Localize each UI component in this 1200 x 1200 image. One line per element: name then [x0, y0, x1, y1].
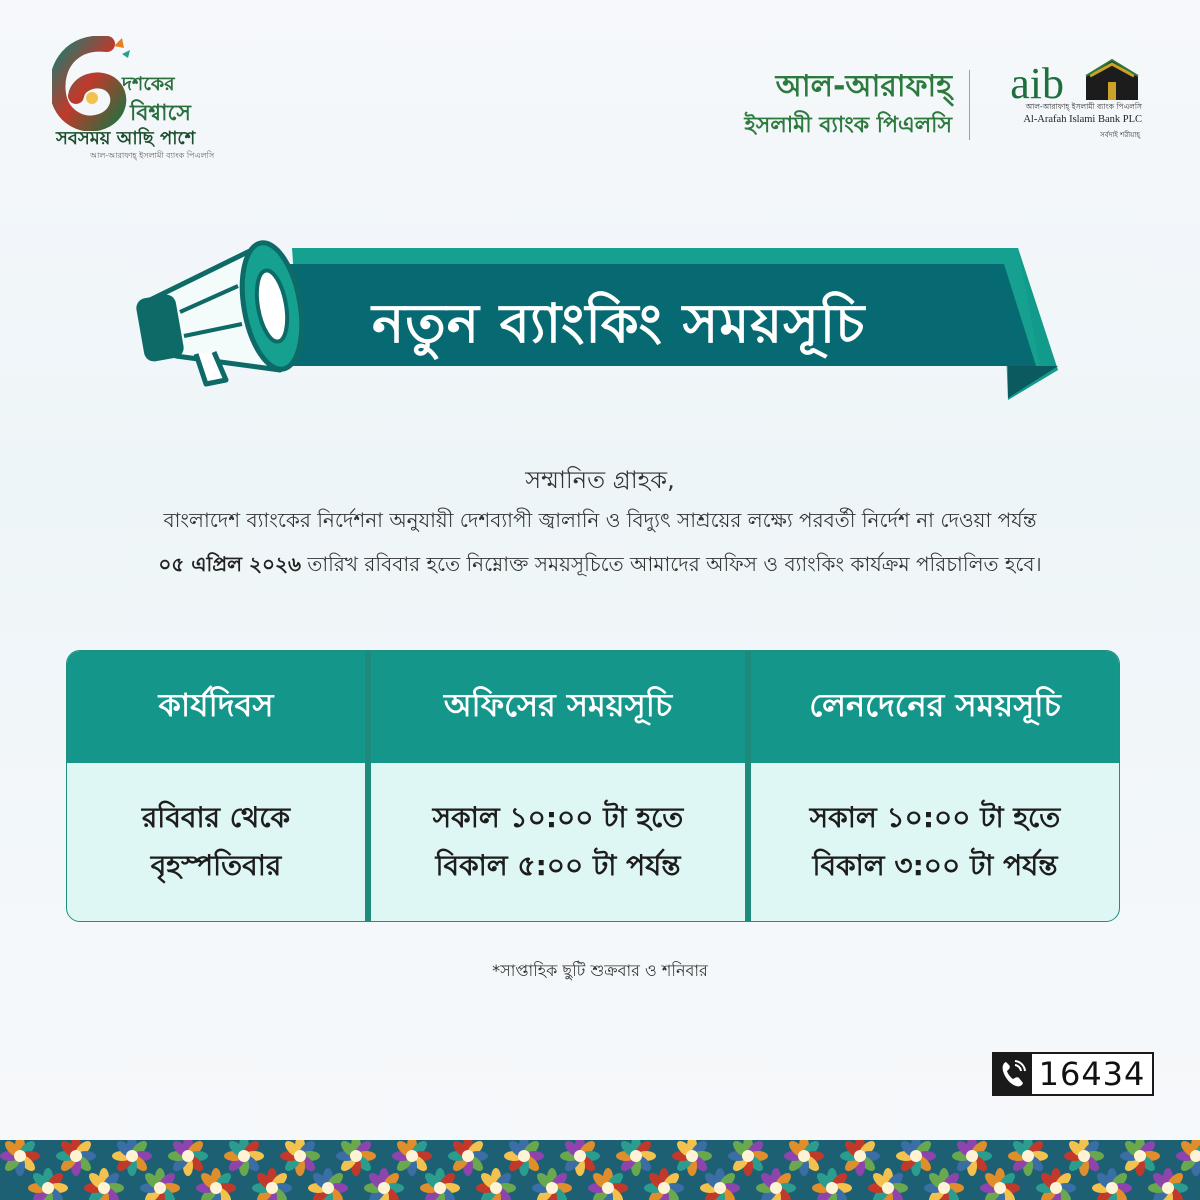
cell-transaction-hours: [751, 763, 1119, 921]
cell-transaction-hours-line2: বিকাল ৩:০০ টা পর্যন্ত: [812, 849, 1058, 882]
bank-logo: [728, 56, 1148, 146]
anniversary-text-line3: সবসময় আছি পাশে: [56, 128, 196, 149]
megaphone-icon: [135, 238, 311, 384]
bank-name-line2: ইসলামী ব্যাংক পিএলসি: [744, 113, 952, 138]
header-office-hours: অফিসের সময়সূচি: [371, 651, 745, 763]
cell-workdays: [67, 763, 365, 921]
hotline-badge[interactable]: [992, 1052, 1154, 1096]
bank-mark-en: Al-Arafah Islami Bank PLC: [1023, 114, 1142, 125]
schedule-table: [66, 650, 1120, 922]
notice-text: [0, 462, 1200, 586]
anniversary-text-line1: দশকের: [122, 73, 175, 95]
cell-office-hours: [371, 763, 745, 921]
notice-line1: বাংলাদেশ ব্যাংকের নির্দেশনা অনুযায়ী দেশব্যাপী জ্বালানি ও বিদ্যুৎ সাশ্রয়ের লক্ষ্যে পরবর্তী নির্দেশ না দেওয়া পর্যন্ত: [163, 508, 1037, 532]
anniversary-text-line2: বিশ্বাসে: [130, 101, 191, 126]
cell-office-hours-line2: বিকাল ৫:০০ টা পর্যন্ত: [435, 849, 681, 882]
notice-greeting: সম্মানিত গ্রাহক,: [525, 466, 675, 494]
bank-mark-bn: আল-আরাফাহ্ ইসলামী ব্যাংক পিএলসি: [1025, 102, 1142, 111]
column-workdays: [67, 651, 365, 921]
kaaba-icon: [1080, 56, 1144, 102]
mandala-pattern-icon: [0, 1140, 1200, 1200]
title-banner: [0, 220, 1200, 410]
header-workdays: কার্যদিবস: [67, 651, 365, 763]
weekly-holiday-note: *সাপ্তাহিক ছুটি শুক্রবার ও শনিবার: [492, 961, 708, 980]
anniversary-logo: [52, 36, 222, 160]
bank-slogan: সর্বদাই শরীয়াহ্: [1100, 131, 1140, 139]
notice-line2-rest: তারিখ রবিবার হতে নিম্নোক্ত সময়সূচিতে আমাদের অফিস ও ব্যাংকিং কার্যক্রম পরিচালিত হবে।: [301, 552, 1042, 576]
banner-title: নতুন ব্যাংকিং সময়সূচি: [372, 292, 866, 355]
cell-workdays-line1: রবিবার থেকে: [141, 801, 291, 834]
header-transaction-hours: লেনদেনের সময়সূচি: [751, 651, 1119, 763]
cell-transaction-hours-line1: সকাল ১০:০০ টা হতে: [809, 801, 1061, 834]
bank-name-line1: আল-আরাফাহ্: [775, 69, 952, 104]
column-office-hours: [371, 651, 745, 921]
aib-wordmark: aib: [1010, 59, 1064, 108]
logo-divider: [969, 70, 970, 140]
phone-icon: [994, 1054, 1032, 1094]
column-transaction-hours: [751, 651, 1119, 921]
cell-workdays-line2: বৃহস্পতিবার: [150, 849, 282, 882]
anniversary-tagline: আল-আরাফাহ্ ইসলামী ব্যাংক পিএলসি: [90, 151, 215, 160]
anniversary-emblem-icon: [52, 36, 132, 131]
notice-line2: [0, 542, 1200, 586]
effective-date: ০৫ এপ্রিল ২০২৬: [158, 552, 302, 576]
hotline-number: 16434: [1038, 1055, 1146, 1093]
decorative-pattern-strip: [0, 1140, 1200, 1200]
cell-office-hours-line1: সকাল ১০:০০ টা হতে: [432, 801, 684, 834]
